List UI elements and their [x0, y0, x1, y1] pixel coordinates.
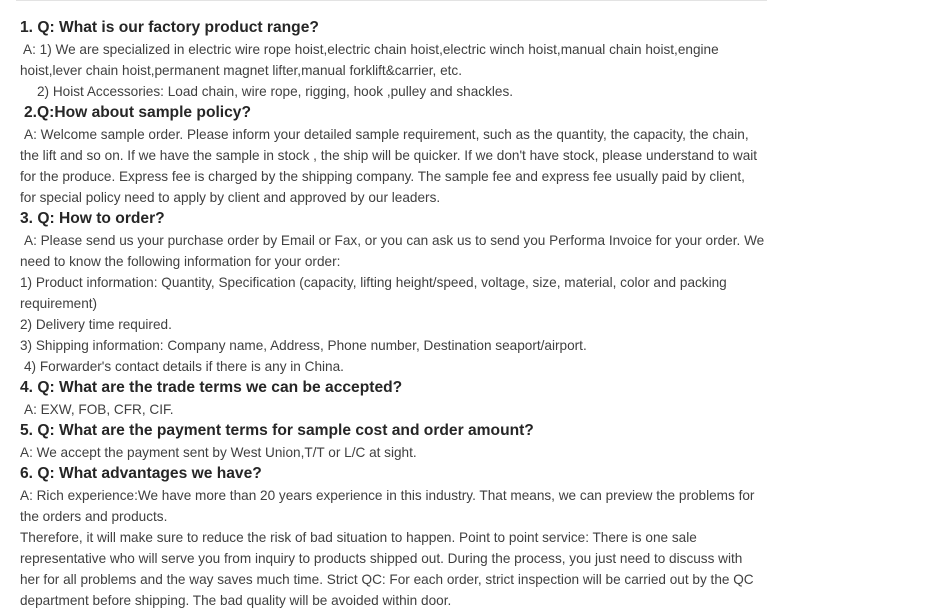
faq-item-advantages: [20, 463, 770, 611]
faq-answer-line: 2) Delivery time required.: [20, 317, 172, 332]
faq-answer-line: her for all problems and the way saves much time. Strict QC: For each order, strict inspection will be carried out by the QC: [20, 572, 754, 587]
faq-question: 1. Q: What is our factory product range?: [20, 19, 319, 36]
faq-item-payment-terms: [20, 420, 770, 463]
faq-answer-line: A: Rich experience:We have more than 20 years experience in this industry. That means, we can preview the problems for: [20, 488, 755, 503]
top-divider: [16, 0, 767, 1]
faq-answer-line: need to know the following information for your order:: [20, 254, 341, 269]
faq-item-how-to-order: [20, 208, 770, 377]
faq-section: [20, 16, 770, 611]
faq-answer-line: department before shipping. The bad quality will be avoided within door.: [20, 593, 452, 608]
faq-question: 3. Q: How to order?: [20, 210, 165, 227]
faq-item-sample-policy: [20, 102, 770, 208]
faq-answer-line: 3) Shipping information: Company name, Address, Phone number, Destination seaport/airport.: [20, 338, 587, 353]
faq-answer-line: A: Please send us your purchase order by Email or Fax, or you can ask us to send you Performa Invoice for your order. We: [24, 233, 765, 248]
faq-question: 6. Q: What advantages we have?: [20, 465, 262, 482]
faq-answer-line: for the produce. Express fee is charged by the shipping company. The sample fee and express fee usually paid by client,: [20, 169, 745, 184]
faq-answer-line: A: Welcome sample order. Please inform your detailed sample requirement, such as the quantity, the capacity, the chain,: [24, 127, 749, 142]
faq-item-trade-terms: [20, 377, 770, 420]
faq-answer-line: A: 1) We are specialized in electric wire rope hoist,electric chain hoist,electric winch hoist,manual chain hoist,engine: [20, 42, 719, 57]
faq-answer-line: hoist,lever chain hoist,permanent magnet lifter,manual forklift&carrier, etc.: [20, 63, 463, 78]
faq-answer-line: Therefore, it will make sure to reduce the risk of bad situation to happen. Point to point service: There is one sale: [20, 530, 697, 545]
faq-answer-line: representative who will serve you from inquiry to products shipped out. During the process, you just need to discuss with: [20, 551, 743, 566]
faq-item-product-range: [20, 16, 770, 102]
faq-question: 4. Q: What are the trade terms we can be accepted?: [20, 379, 403, 396]
faq-answer-line: 1) Product information: Quantity, Specification (capacity, lifting height/speed, voltage, size, material, color and packing: [20, 275, 727, 290]
faq-answer-line: A: EXW, FOB, CFR, CIF.: [24, 402, 174, 417]
faq-answer-line: 4) Forwarder's contact details if there is any in China.: [24, 359, 344, 374]
faq-answer-line: for special policy need to apply by client and approved by our leaders.: [20, 190, 441, 205]
faq-answer-line: A: We accept the payment sent by West Union,T/T or L/C at sight.: [20, 445, 417, 460]
faq-answer-line: requirement): [20, 296, 98, 311]
faq-answer-line: the orders and products.: [20, 509, 168, 524]
faq-answer-line: the lift and so on. If we have the sample in stock , the ship will be quicker. If we don't have stock, please understand to wait: [20, 148, 758, 163]
faq-question: 5. Q: What are the payment terms for sample cost and order amount?: [20, 422, 534, 439]
faq-question: 2.Q:How about sample policy?: [24, 104, 252, 121]
faq-answer-line: 2) Hoist Accessories: Load chain, wire rope, rigging, hook ,pulley and shackles.: [37, 84, 514, 99]
